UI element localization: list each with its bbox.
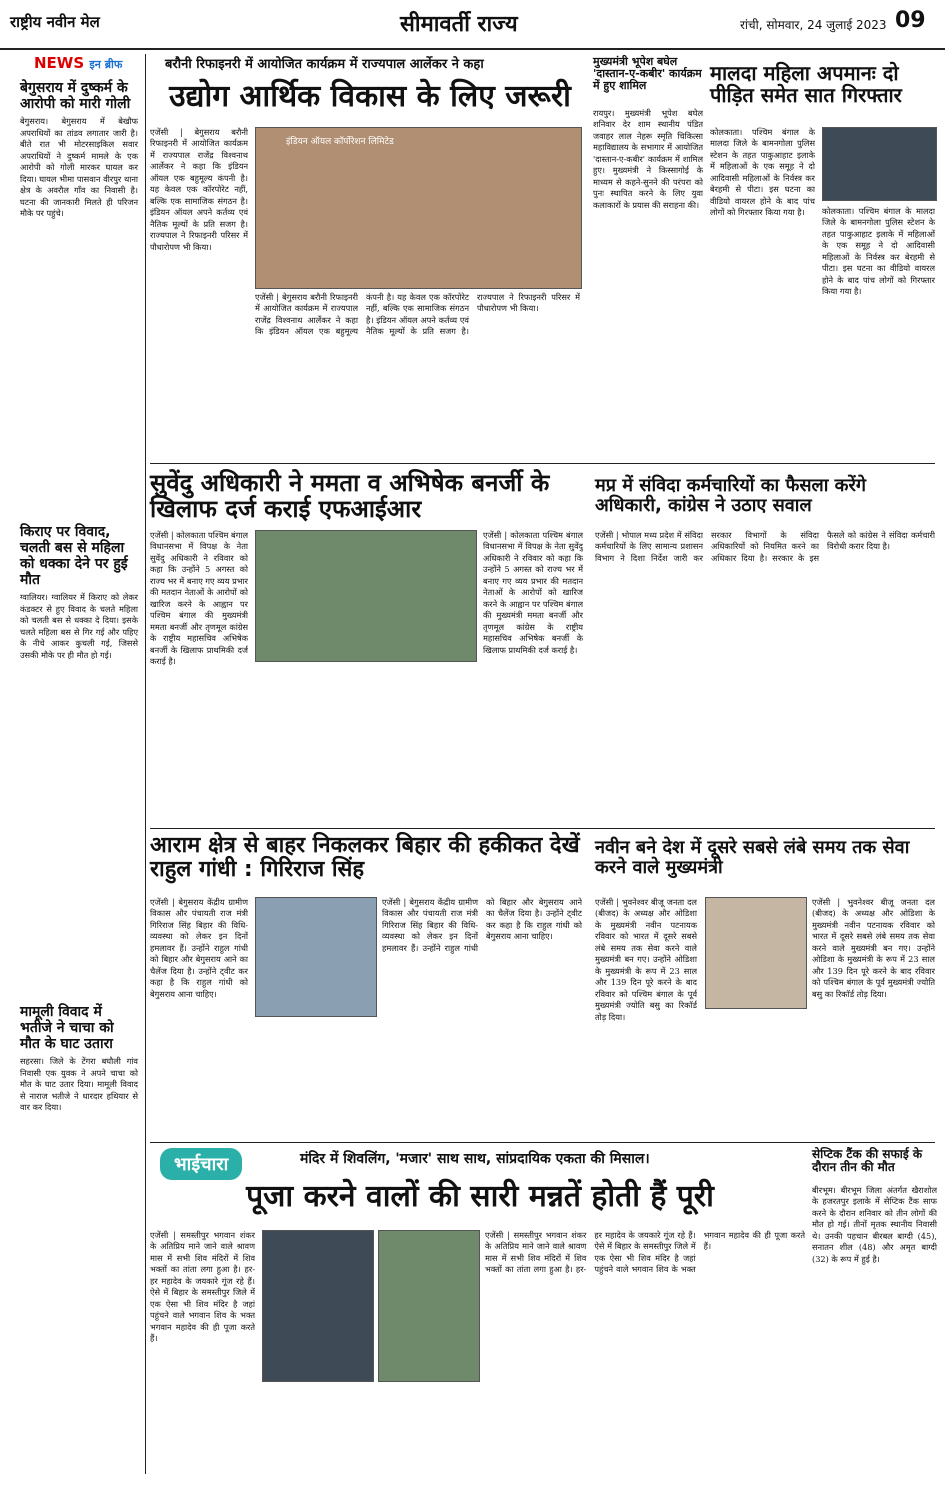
article-body: एजेंसी | कोलकाता पश्चिम बंगाल विधानसभा में विपक्ष के नेता सुवेंदु अधिकारी ने रविवार को कहा कि उन्होंने 5 अगस्त को राज्य भर में बनाए गए व्यय प्रभार की मतदान नेताओं के आरोपों को खारिज करने के आह्वान पर पश्चिम बंगाल की मुख्यमंत्री ममता बनर्जी और तृणमूल कांग्रेस के राष्ट्रीय महासचिव अभिषेक बनर्जी के खिलाफ प्राथमिकी दर्ज कराई है। bbox=[150, 530, 248, 667]
giriraj-photo bbox=[255, 897, 377, 1017]
article-body-cont: कोलकाता। पश्चिम बंगाल के मालदा जिले के बामनगोला पुलिस स्टेशन के तहत पाकुआहाट इलाके में महिलाओं के एक समूह ने दो आदिवासी महिलाओं के निर्वस्त्र कर बेरहमी से पीटा। इस घटना का वीडियो वायरल होने के बाद पांच लोगों को गिरफ्तार किया गया है। bbox=[822, 206, 935, 297]
article-body-cont: एजेंसी | भुवनेश्वर बीजू जनता दल (बीजद) के अध्यक्ष और ओडिशा के मुख्यमंत्री नवीन पटनायक रविवार को भारत में दूसरे सबसे लंबे समय तक सेवा करने वाले मुख्यमंत्री बन गए। उन्होंने ओडिशा के मुख्यमंत्री के रूप में 23 साल और 139 दिन पूरे करने के बाद रविवार को पश्चिम बंगाल के पूर्व मुख्यमंत्री ज्योति बसु का रिकॉर्ड तोड़ दिया। bbox=[812, 897, 935, 999]
news-brief-label bbox=[34, 54, 122, 72]
left-column bbox=[20, 76, 138, 220]
brief-headline-3: मामूली विवाद में भतीजे ने चाचा को मौत के घाट उतारा bbox=[20, 1004, 114, 1053]
row-divider bbox=[150, 463, 935, 464]
article-body: एजेंसी | भोपाल मध्य प्रदेश में संविदा कर्मचारियों के लिए सामान्य प्रशासन विभाग ने दिशा निर्देश जारी कर सरकार विभागों के संविदा अधिकारियों को नियमित करने का अधिकार दिया है। सरकार के इस फैसले को कांग्रेस ने संविदा कर्मचारी विरोधी करार दिया है। bbox=[595, 530, 935, 563]
news-brief-sub: इन ब्रीफ bbox=[89, 58, 123, 71]
article-body: रायपुर। मुख्यमंत्री भूपेश बघेल शनिवार देर शाम स्थानीय पंडित जवाहर लाल नेहरू स्मृति चिकित्सा महाविद्यालय के सभागार में आयोजित 'दास्तान-ए-कबीर' कार्यक्रम में शामिल हुए। मुख्यमंत्री ने किस्सागोई के माध्यम से कहने-सुनने की परंपरा को पुनः स्थापित करने के लिए युवा कलाकारों के प्रयास की सराहना की। bbox=[593, 108, 703, 210]
article-kicker: मंदिर में शिवलिंग, 'मजार' साथ साथ, सांप्रदायिक एकता की मिसाल। bbox=[300, 1151, 650, 1167]
article-body: एजेंसी | भुवनेश्वर बीजू जनता दल (बीजद) के अध्यक्ष और ओडिशा के मुख्यमंत्री नवीन पटनायक रविवार को भारत में दूसरे सबसे लंबे समय तक सेवा करने वाले मुख्यमंत्री बन गए। उन्होंने ओडिशा के मुख्यमंत्री के रूप में 23 साल और 139 दिन पूरे करने के बाद रविवार को पश्चिम बंगाल के पूर्व मुख्यमंत्री ज्योति बसु का रिकॉर्ड तोड़ दिया। bbox=[595, 897, 697, 1022]
handcuff-photo bbox=[822, 127, 937, 201]
photo-banner-text: इंडियन ऑयल कॉर्पोरेशन लिमिटेड bbox=[286, 137, 394, 147]
left-column-2 bbox=[20, 520, 138, 661]
row-divider bbox=[150, 828, 935, 829]
article-headline: मप्र में संविदा कर्मचारियों का फैसला करेंगे अधिकारी, कांग्रेस ने उठाए सवाल bbox=[595, 475, 866, 516]
article-body: एजेंसी | समस्तीपुर भगवान शंकर के अतिप्रिय माने जाने वाले श्रावण मास में सभी शिव मंदिरों में शिव भक्तों का तांता लगा हुआ है। हर-हर महादेव के जयकारे गूंज रहे हैं। ऐसे में बिहार के समस्तीपुर जिले में एक ऐसा भी शिव मंदिर है जहां पहुंचने वाले भगवान शिव के भक्त भगवान महादेव की ही पूजा करते हैं। bbox=[150, 1230, 255, 1344]
article-body: बीरभूम। बीरभूम जिला अंतर्गत खैराशोल के हजरतपुर इलाके में सेप्टिक टैंक साफ करने के दौरान शनिवार को तीन लोगों की मौत हो गई। तीनों मृतक स्थानीय निवासी थे। उनकी पहचान बीरबल बाग्दी (45), सनातन शील (48) और अमृत बाग्दी (32) के रूप में हुई है। bbox=[812, 1185, 937, 1264]
article-headline: पूजा करने वालों की सारी मन्नतें होती हैं पूरी bbox=[246, 1179, 714, 1214]
article-body: एजेंसी | बेगुसराय केंद्रीय ग्रामीण विकास और पंचायती राज मंत्री गिरिराज सिंह बिहार की विधि-व्यवस्था को लेकर इन दिनों हमलावर हैं। उन्होंने राहुल गांधी को बिहार और बेगुसराय आने का चैलेंज दिया है। उन्होंने ट्वीट कर कहा है कि राहुल गांधी को बेगुसराय आना चाहिए। bbox=[150, 897, 248, 999]
brand-name: राष्ट्रीय नवीन मेल bbox=[10, 13, 100, 31]
brief-body-3: सहरसा। जिले के टेंगरा बघौली गांव निवासी एक युवक ने अपने चाचा को मौत के घाट उतार दिया। मामूली विवाद से नाराज भतीजे ने धारदार हथियार से वार कर दिया। bbox=[20, 1056, 138, 1113]
article-kicker: बरौनी रिफाइनरी में आयोजित कार्यक्रम में राज्यपाल आर्लेकर ने कहा bbox=[165, 57, 484, 72]
article-headline: सेप्टिक टैंक की सफाई के दौरान तीन की मौत bbox=[812, 1147, 923, 1175]
article-headline: उद्योग आर्थिक विकास के लिए जरूरी bbox=[169, 79, 571, 114]
mazar-photo bbox=[378, 1230, 480, 1382]
article-headline: सुवेंदु अधिकारी ने ममता व अभिषेक बनर्जी के खिलाफ दर्ज कराई एफआईआर bbox=[150, 469, 550, 524]
row-divider bbox=[150, 1142, 935, 1143]
page-number: 09 bbox=[895, 8, 926, 33]
naveen-photo bbox=[705, 897, 807, 1009]
article-body: एजेंसी | बेगुसराय बरौनी रिफाइनरी में आयोजित कार्यक्रम में राज्यपाल राजेंद्र विश्वनाथ आर्लेकर ने कहा कि इंडियन ऑयल एक बहुमूल्य कंपनी है। यह केवल एक कॉरपोरेट नहीं, बल्कि एक सामाजिक संगठन है। इंडियन ऑयल अपने कर्तव्य एवं नैतिक मूल्यों के प्रति सजग है। राज्यपाल ने रिफाइनरी परिसर में पौधारोपण भी किया। bbox=[150, 127, 248, 252]
brief-headline-2: किराए पर विवाद, चलती बस से महिला को धक्का देने पर हुई मौत bbox=[20, 524, 128, 589]
section-title: सीमावर्ती राज्य bbox=[400, 12, 518, 37]
article-headline: आराम क्षेत्र से बाहर निकलकर बिहार की हकीकत देखें राहुल गांधी : गिरिराज सिंह bbox=[150, 833, 580, 883]
brief-body-2: ग्वालियर। ग्वालियर में किराए को लेकर कंडक्टर से हुए विवाद के चलते महिला को चलती बस से धक्का दे दिया। इसके चलते महिला बस से गिर गई और पहिए के नीचे आकर कुचली गई, जिससे उसकी मौके पर ही मौत हो गई। bbox=[20, 592, 138, 660]
dateline: रांची, सोमवार, 24 जुलाई 2023 bbox=[740, 18, 887, 32]
article-body-cont: एजेंसी | बेगुसराय केंद्रीय ग्रामीण विकास और पंचायती राज मंत्री गिरिराज सिंह बिहार की विधि-व्यवस्था को लेकर इन दिनों हमलावर हैं। उन्होंने राहुल गांधी को बिहार और बेगुसराय आने का चैलेंज दिया है। उन्होंने ट्वीट कर कहा है कि राहुल गांधी को बेगुसराय आना चाहिए। bbox=[382, 897, 582, 953]
left-column-3 bbox=[20, 1000, 138, 1114]
news-label: NEWS bbox=[34, 54, 85, 72]
brief-headline-1: बेगुसराय में दुष्कर्म के आरोपी को मारी गोली bbox=[20, 80, 131, 113]
masthead bbox=[0, 0, 945, 50]
article-body: कोलकाता। पश्चिम बंगाल के मालदा जिले के बामनगोला पुलिस स्टेशन के तहत पाकुआहाट इलाके में महिलाओं के एक समूह ने दो आदिवासी महिलाओं के निर्वस्त्र कर बेरहमी से पीटा। इस घटना का वीडियो वायरल होने के बाद पांच लोगों को गिरफ्तार किया गया है। bbox=[710, 127, 815, 218]
article-body-cont: एजेंसी | समस्तीपुर भगवान शंकर के अतिप्रिय माने जाने वाले श्रावण मास में सभी शिव मंदिरों में शिव भक्तों का तांता लगा हुआ है। हर-हर महादेव के जयकारे गूंज रहे हैं। ऐसे में बिहार के समस्तीपुर जिले में एक ऐसा भी शिव मंदिर है जहां पहुंचने वाले भगवान शिव के भक्त भगवान महादेव की ही पूजा करते हैं। bbox=[485, 1230, 805, 1275]
column-divider bbox=[145, 54, 146, 1474]
article-headline: नवीन बने देश में दूसरे सबसे लंबे समय तक सेवा करने वाले मुख्यमंत्री bbox=[595, 837, 910, 878]
article-body-cont: एजेंसी | कोलकाता पश्चिम बंगाल विधानसभा में विपक्ष के नेता सुवेंदु अधिकारी ने रविवार को कहा कि उन्होंने 5 अगस्त को राज्य भर में बनाए गए व्यय प्रभार की मतदान नेताओं के आरोपों को खारिज करने के आह्वान पर पश्चिम बंगाल की मुख्यमंत्री ममता बनर्जी और तृणमूल कांग्रेस के राष्ट्रीय महासचिव अभिषेक बनर्जी के खिलाफ प्राथमिकी दर्ज कराई है। bbox=[483, 530, 583, 655]
section-banner: भाईचारा bbox=[160, 1148, 242, 1180]
article-headline: मालदा महिला अपमानः दो पीड़ित समेत सात गिरफ्तार bbox=[710, 61, 902, 107]
event-photo bbox=[255, 127, 582, 289]
brief-body-1: बेगुसराय। बेगुसराय में बेखौफ अपराधियों का तांडव लगातार जारी है। बीते रात भी मोटरसाइकिल सवार अपराधियों ने दुष्कर्म मामले के एक आरोपी को गोली मारकर घायल कर दिया। घायल भीमा पासवान वीरपुर थाना क्षेत्र के अवरौल गाँव का निवासी है। घटना की जानकारी मिलते ही परिजन मौके पर पहुंचे। bbox=[20, 116, 138, 219]
article-body-cont: एजेंसी | बेगुसराय बरौनी रिफाइनरी में आयोजित कार्यक्रम में राज्यपाल राजेंद्र विश्वनाथ आर्लेकर ने कहा कि इंडियन ऑयल एक बहुमूल्य कंपनी है। यह केवल एक कॉरपोरेट नहीं, बल्कि एक सामाजिक संगठन है। इंडियन ऑयल अपने कर्तव्य एवं नैतिक मूल्यों के प्रति सजग है। राज्यपाल ने रिफाइनरी परिसर में पौधारोपण भी किया। bbox=[255, 292, 580, 337]
article-kicker: मुख्यमंत्री भूपेश बघेल 'दास्तान-ए-कबीर' कार्यक्रम में हुए शामिल bbox=[593, 55, 702, 93]
suvendu-photo bbox=[255, 530, 477, 662]
shivling-photo bbox=[262, 1230, 374, 1382]
